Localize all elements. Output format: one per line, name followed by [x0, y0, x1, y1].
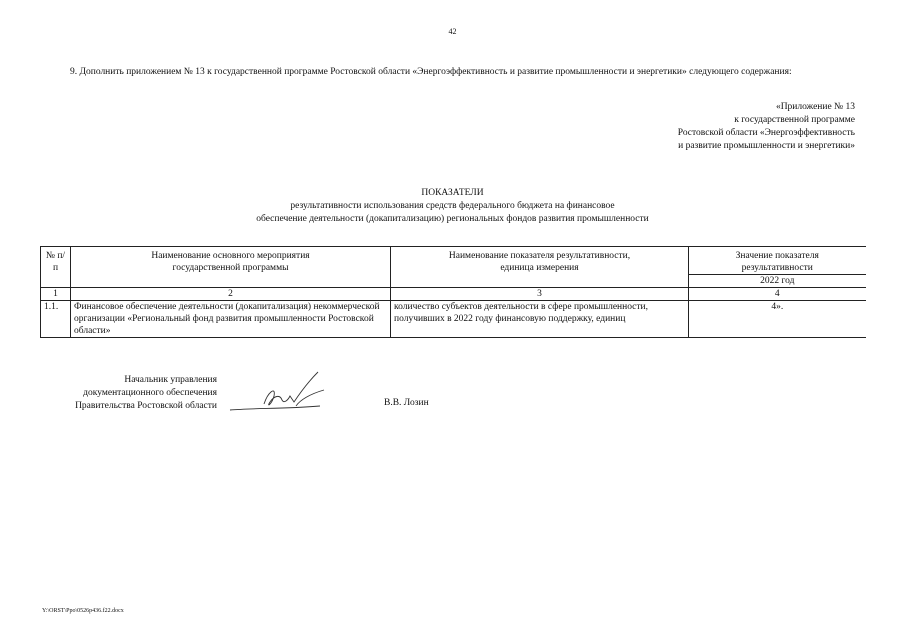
title-main: ПОКАЗАТЕЛИ	[421, 188, 484, 198]
header-indicator: Наименование показателя результативности, единица измерения	[391, 247, 689, 288]
header-value: Значение показателя результативности	[689, 247, 866, 275]
title-line-1: результативности использования средств федерального бюджета на финансовое	[290, 201, 615, 211]
colnum-cell: 3	[391, 288, 689, 301]
file-path: Y:\ORST\Ppo\0526p436.f22.docx	[42, 608, 124, 614]
signatory-name: В.В. Лозин	[384, 398, 429, 408]
colnum-cell: 2	[71, 288, 391, 301]
row-num: 1.1.	[41, 301, 71, 338]
intro-paragraph: 9. Дополнить приложением № 13 к государственной программе Ростовской области «Энергоэффективность и развитие промышленности и энергетики» следующего содержания:	[70, 67, 792, 77]
row-indicator: количество субъектов деятельности в сфере промышленности, получивших в 2022 году финансовую поддержку, единиц	[391, 301, 689, 338]
table-row	[41, 301, 866, 338]
row-event: Финансовое обеспечение деятельности (докапитализация) некоммерческой организации «Региональный фонд развития промышленности Ростовской области»	[71, 301, 391, 338]
page-number: 42	[448, 27, 457, 36]
signatory-line-3: Правительства Ростовской области	[75, 401, 217, 411]
appendix-line: Ростовской области «Энергоэффективность	[677, 128, 855, 138]
appendix-line: «Приложение № 13	[775, 102, 855, 112]
signatory-title	[42, 374, 217, 413]
table-header-row	[41, 247, 866, 275]
header-year: 2022 год	[689, 275, 866, 288]
row-value: 4».	[689, 301, 866, 338]
handwritten-signature	[224, 366, 344, 421]
table-colnum-row	[41, 288, 866, 301]
appendix-line: и развитие промышленности и энергетики»	[678, 141, 855, 151]
signatory-line-2: документационного обеспечения	[83, 388, 217, 398]
header-event: Наименование основного мероприятия государственной программы	[71, 247, 391, 288]
results-table	[40, 246, 866, 338]
appendix-header	[600, 101, 855, 153]
signatory-line-1: Начальник управления	[124, 375, 217, 385]
colnum-cell: 1	[41, 288, 71, 301]
header-num: № п/п	[41, 247, 71, 288]
document-title	[0, 187, 905, 226]
title-line-2: обеспечение деятельности (докапитализацию) региональных фондов развития промышленности	[256, 214, 649, 224]
colnum-cell: 4	[689, 288, 866, 301]
appendix-line: к государственной программе	[734, 115, 855, 125]
